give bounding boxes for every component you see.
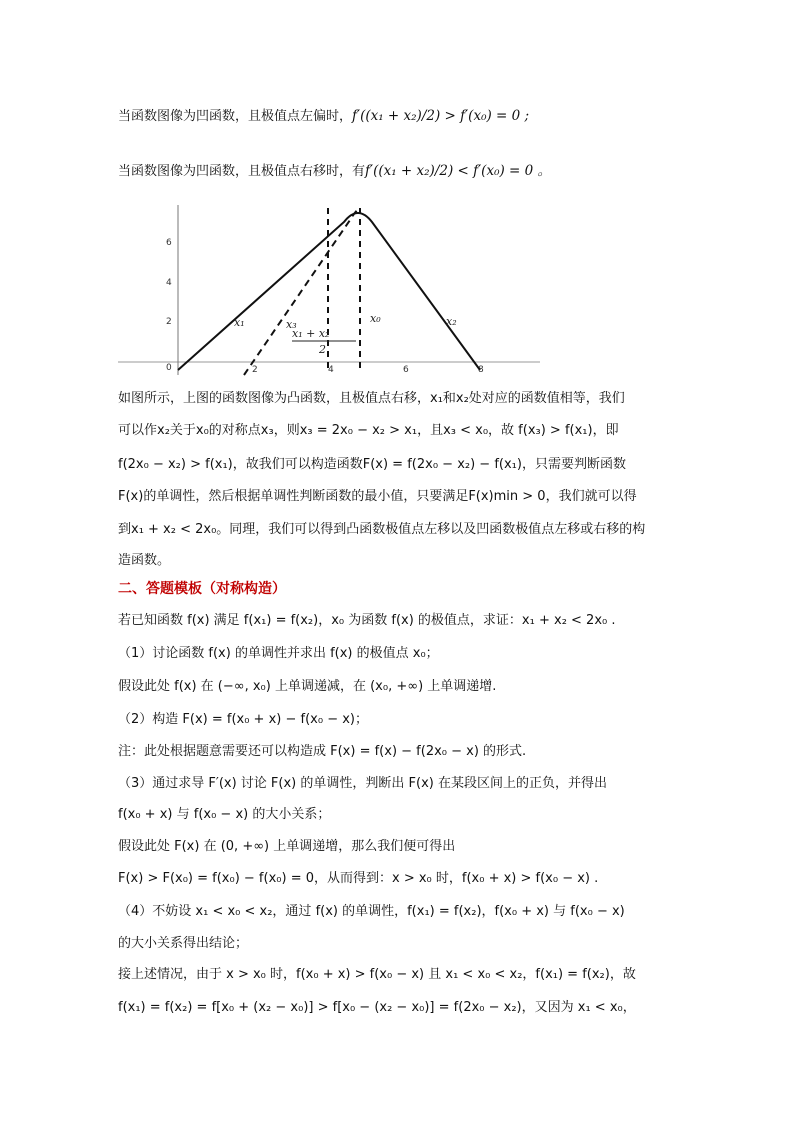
y-tick-6: 6: [166, 238, 172, 248]
paragraph-line-6: 造函数。: [118, 553, 171, 568]
template-line-2: （1）讨论函数 f(x) 的单调性并求出 f(x) 的极值点 x₀；: [118, 646, 439, 661]
section-heading: 二、答题模板（对称构造）: [118, 581, 286, 597]
function-curve: [178, 213, 480, 370]
paragraph-line-3: f(2x₀ − x₂) > f(x₁)，故我们可以构造函数F(x) = f(2x₀ − x₂) − f(x₁)，只需要判断函数: [118, 457, 626, 472]
label-x3: x₃: [286, 318, 297, 331]
x-tick-4: 4: [328, 365, 334, 375]
template-line-1: 若已知函数 f(x) 满足 f(x₁) = f(x₂)，x₀ 为函数 f(x) 的极值点，求证：x₁ + x₂ < 2x₀ .: [118, 613, 616, 628]
paragraph-line-1: 如图所示，上图的函数图像为凸函数，且极值点右移，x₁和x₂处对应的函数值相等，我们: [118, 391, 625, 406]
template-line-12: 接上述情况，由于 x > x₀ 时，f(x₀ + x) > f(x₀ − x) 且 x₁ < x₀ < x₂，f(x₁) = f(x₂)，故: [118, 967, 636, 982]
template-line-13: f(x₁) = f(x₂) = f[x₀ + (x₂ − x₀)] > f[x₀ − (x₂ − x₀)] = f(2x₀ − x₂)，又因为 x₁ < x₀，: [118, 1000, 636, 1015]
label-x0: x₀: [370, 312, 381, 325]
y-tick-4: 4: [166, 278, 172, 288]
template-line-5: 注：此处根据题意需要还可以构造成 F(x) = f(x) − f(2x₀ − x) 的形式.: [118, 744, 527, 759]
template-line-6: （3）通过求导 F′(x) 讨论 F(x) 的单调性，判断出 F(x) 在某段区间上的正负，并得出: [118, 776, 607, 791]
template-line-10: （4）不妨设 x₁ < x₀ < x₂，通过 f(x) 的单调性，f(x₁) = f(x₂)，f(x₀ + x) 与 f(x₀ − x): [118, 904, 625, 919]
y-tick-0: 0: [166, 363, 172, 373]
paragraph-line-4: F(x)的单调性，然后根据单调性判断函数的最小值，只要满足F(x)min > 0，我们就可以得: [118, 489, 637, 504]
template-line-7: f(x₀ + x) 与 f(x₀ − x) 的大小关系；: [118, 807, 331, 822]
paragraph-line-5: 到x₁ + x₂ < 2x₀。同理，我们可以得到凸函数极值点左移以及凹函数极值点左移或右移的构: [118, 522, 646, 537]
function-graph: [118, 200, 548, 380]
x-tick-2: 2: [252, 365, 258, 375]
symmetric-dashed-curve: [244, 208, 360, 375]
template-line-11: 的大小关系得出结论；: [118, 936, 249, 951]
intro-line-2: [118, 162, 551, 181]
y-tick-2: 2: [166, 317, 172, 327]
x-tick-8: 8: [478, 365, 484, 375]
template-line-9: F(x) > F(x₀) = f(x₀) − f(x₀) = 0，从而得到：x > x₀ 时，f(x₀ + x) > f(x₀ − x) .: [118, 871, 599, 886]
x-tick-6: 6: [403, 365, 409, 375]
intro-line-2-formula: f′((x₁ + x₂)/2) < f′(x₀) = 0 。: [365, 163, 552, 179]
paragraph-line-2: 可以作x₂关于x₀的对称点x₃，则x₃ = 2x₀ − x₂ > x₁，且x₃ < x₀，故 f(x₃) > f(x₁)，即: [118, 423, 619, 438]
label-x1: x₁: [234, 316, 245, 329]
intro-line-1-formula: f′((x₁ + x₂)/2) > f′(x₀) = 0 ;: [352, 108, 530, 124]
label-x2: x₂: [446, 315, 457, 328]
template-line-3: 假设此处 f(x) 在 (−∞, x₀) 上单调递减，在 (x₀, +∞) 上单调递增.: [118, 679, 497, 694]
intro-line-1: [118, 107, 529, 126]
label-midpoint-num: x₁ + x₂: [292, 327, 330, 340]
label-midpoint-den: 2: [319, 343, 326, 356]
template-line-8: 假设此处 F(x) 在 (0, +∞) 上单调递增，那么我们便可得出: [118, 839, 456, 854]
intro-line-2-text: 当函数图像为凹函数，且极值点右移时，有: [118, 164, 366, 179]
intro-line-1-text: 当函数图像为凹函数，且极值点左偏时，: [118, 109, 353, 124]
template-line-4: （2）构造 F(x) = f(x₀ + x) − f(x₀ − x)；: [118, 712, 368, 727]
